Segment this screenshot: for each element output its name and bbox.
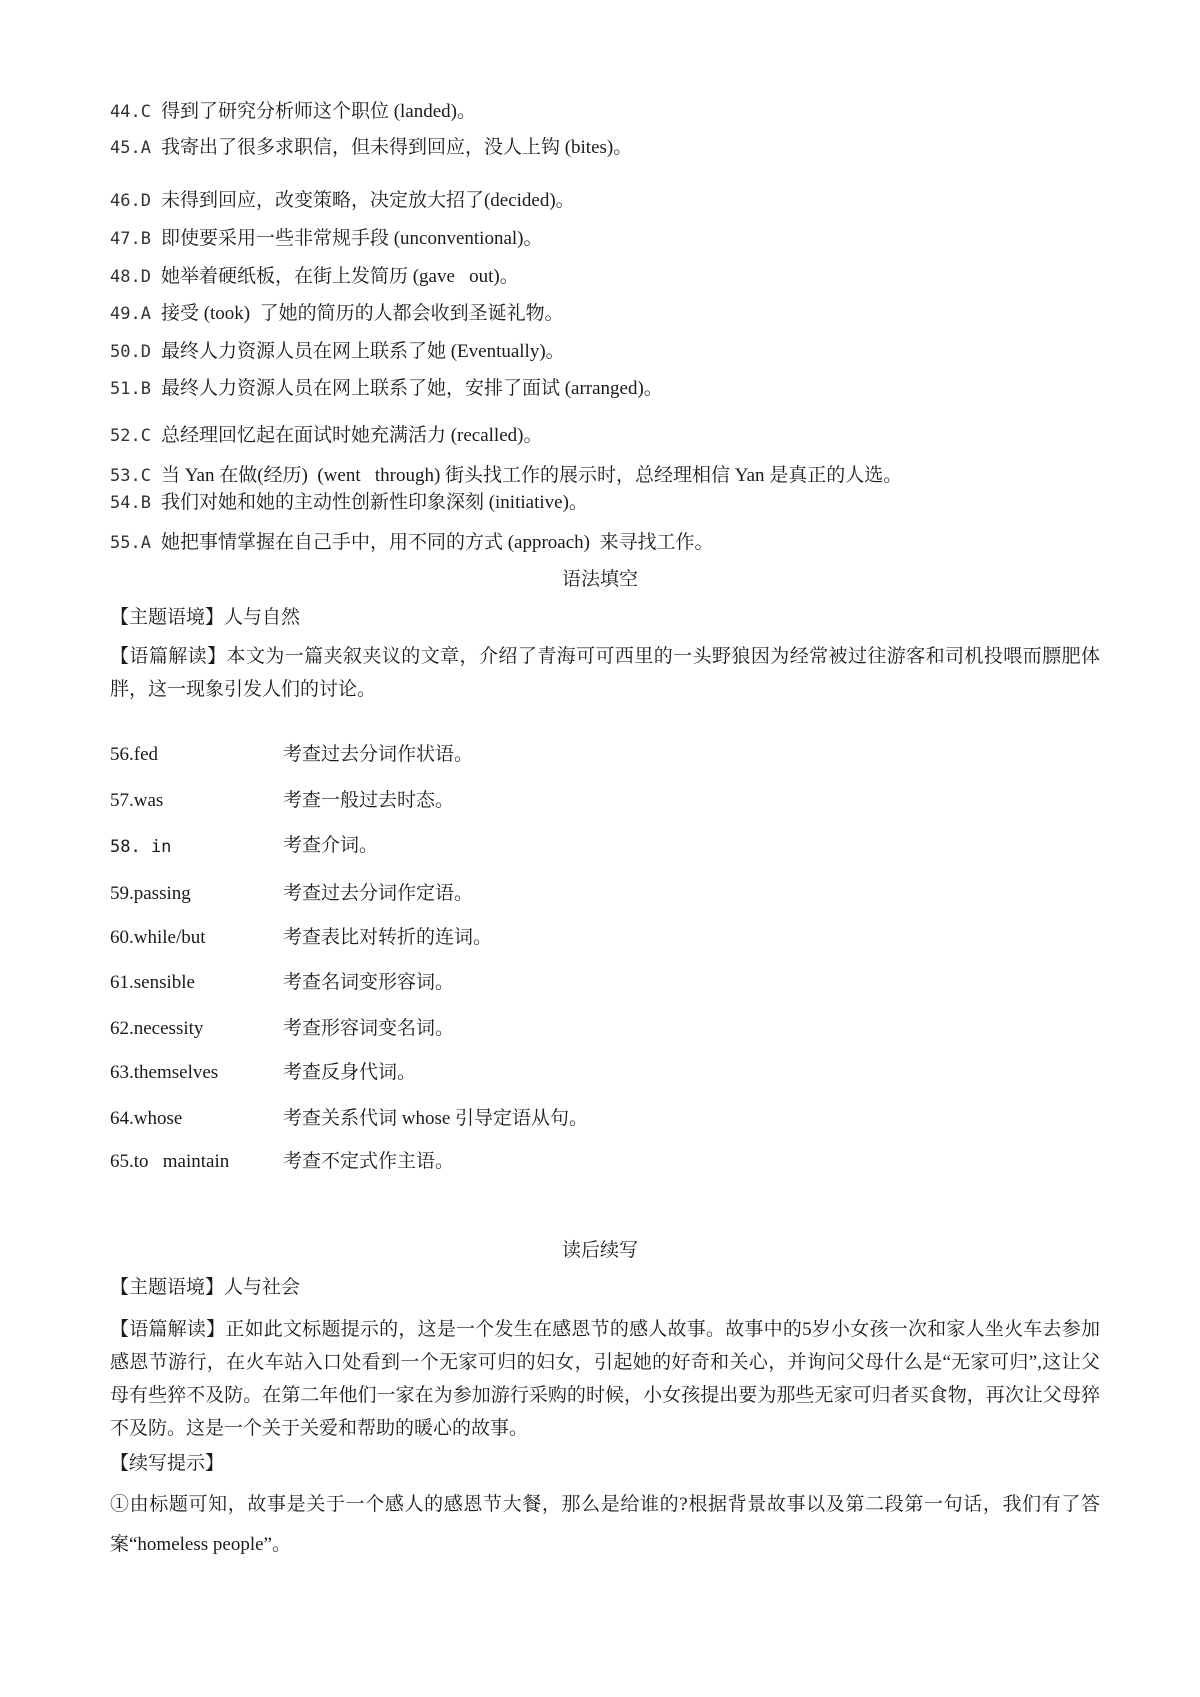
- answer-text: 我们对她和她的主动性创新性印象深刻 (initiative)。: [160, 492, 588, 513]
- answer-text: 最终人力资源人员在网上联系了她，安排了面试 (arranged)。: [160, 378, 663, 399]
- answer-text: 未得到回应，改变策略，决定放大招了(decided)。: [160, 190, 575, 211]
- grammar-section-title: 语法填空: [561, 569, 638, 590]
- grammar-item-note: 考查过去分词作定语。: [283, 883, 474, 904]
- answer-48: [110, 265, 519, 289]
- answer-number: 54.B: [110, 493, 151, 513]
- answer-50: [110, 340, 565, 364]
- answer-text: 即使要采用一些非常规手段 (unconventional)。: [160, 228, 543, 249]
- answer-54: [110, 491, 588, 515]
- answer-number: 55.A: [110, 533, 151, 553]
- answer-47: [110, 227, 543, 251]
- answer-text: 总经理回忆起在面试时她充满活力 (recalled)。: [160, 425, 543, 446]
- grammar-item-word: 56.fed: [110, 744, 159, 765]
- writing-hint-1: ①由标题可知，故事是关于一个感人的感恩节大餐，那么是给谁的?根据背景故事以及第二段第一句话，我们有了答案“homeless people”。: [110, 1494, 1100, 1555]
- writing-hint-title: 【续写提示】: [110, 1453, 225, 1474]
- grammar-item-word: 61.sensible: [110, 972, 195, 993]
- answer-text: 接受 (took) 了她的简历的人都会收到圣诞礼物。: [160, 303, 564, 324]
- grammar-item-word: 59.passing: [110, 883, 191, 904]
- grammar-item-note: 考查形容词变名词。: [283, 1018, 455, 1039]
- grammar-item-note: 考查名词变形容词。: [283, 972, 455, 993]
- answer-text: 她举着硬纸板，在街上发简历 (gave out)。: [160, 266, 519, 287]
- grammar-item-word: 63.themselves: [110, 1062, 219, 1083]
- answer-number: 50.D: [110, 342, 151, 362]
- grammar-item-word: 58. in: [110, 837, 172, 857]
- answer-number: 53.C: [110, 466, 151, 486]
- grammar-item-word: 64.whose: [110, 1108, 183, 1129]
- writing-theme: 【主题语境】人与社会: [110, 1277, 301, 1298]
- answer-text: 我寄出了很多求职信，但未得到回应，没人上钩 (bites)。: [160, 137, 633, 158]
- answer-53: [110, 464, 902, 488]
- answer-45: [110, 136, 632, 160]
- grammar-item-word: 60.while/but: [110, 927, 206, 948]
- answer-44: [110, 100, 476, 124]
- grammar-item-note: 考查一般过去时态。: [283, 790, 455, 811]
- answer-number: 48.D: [110, 267, 151, 287]
- answer-46: [110, 189, 575, 213]
- answer-number: 49.A: [110, 304, 151, 324]
- answer-number: 46.D: [110, 191, 151, 211]
- grammar-analysis: 【语篇解读】本文为一篇夹叙夹议的文章，介绍了青海可可西里的一头野狼因为经常被过往游客和司机投喂而膘肥体胖，这一现象引发人们的讨论。: [110, 646, 1100, 700]
- answer-number: 45.A: [110, 138, 151, 158]
- grammar-item-note: 考查不定式作主语。: [283, 1151, 455, 1172]
- answer-text: 当 Yan 在做(经历) (went through) 街头找工作的展示时，总经理相信 Yan 是真正的人选。: [160, 465, 903, 486]
- grammar-item-note: 考查反身代词。: [283, 1062, 417, 1083]
- writing-section-title: 读后续写: [561, 1240, 638, 1261]
- answer-52: [110, 424, 542, 448]
- writing-analysis: 【语篇解读】正如此文标题提示的，这是一个发生在感恩节的感人故事。故事中的5岁小女孩一次和家人坐火车去参加感恩节游行，在火车站入口处看到一个无家可归的妇女，引起她的好奇和关心，并询问父母什么是“无家可归”,这让父母有些猝不及防。在第二年他们一家在为参加游行采购的时候，小女孩提出要为那些无家可归者买食物，再次让父母猝不及防。这是一个关于关爱和帮助的暖心的故事。: [110, 1319, 1100, 1439]
- grammar-theme: 【主题语境】人与自然: [110, 607, 301, 628]
- grammar-item-note: 考查关系代词 whose 引导定语从句。: [283, 1108, 589, 1129]
- answer-number: 51.B: [110, 379, 151, 399]
- answer-text: 得到了研究分析师这个职位 (landed)。: [160, 101, 477, 122]
- grammar-item-note: 考查介词。: [283, 835, 379, 856]
- grammar-item-note: 考查过去分词作状语。: [283, 744, 474, 765]
- answer-text: 她把事情掌握在自己手中，用不同的方式 (approach) 来寻找工作。: [160, 532, 714, 553]
- answer-number: 52.C: [110, 426, 151, 446]
- answer-51: [110, 377, 663, 401]
- grammar-item-word: 65.to maintain: [110, 1151, 230, 1172]
- grammar-item-note: 考查表比对转折的连词。: [283, 927, 493, 948]
- answer-49: [110, 302, 564, 326]
- grammar-item-word: 57.was: [110, 790, 164, 811]
- answer-text: 最终人力资源人员在网上联系了她 (Eventually)。: [160, 341, 565, 362]
- answer-number: 47.B: [110, 229, 151, 249]
- answer-number: 44.C: [110, 102, 151, 122]
- answer-55: [110, 531, 714, 555]
- grammar-item-word: 62.necessity: [110, 1018, 204, 1039]
